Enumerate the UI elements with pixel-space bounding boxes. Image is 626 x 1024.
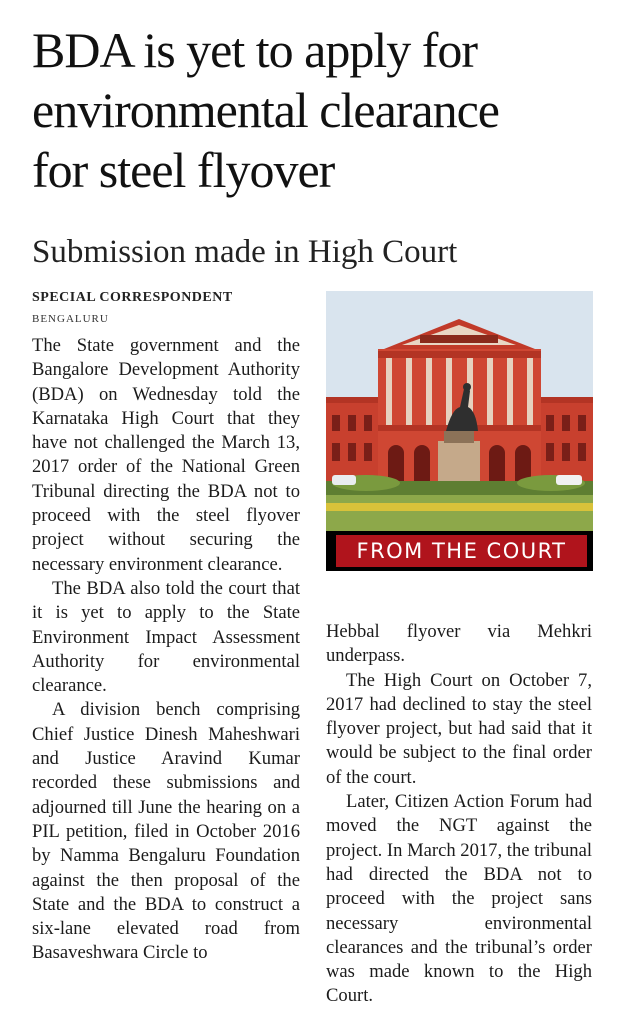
article-column-right <box>326 620 592 1009</box>
dateline: BENGALURU <box>32 313 109 325</box>
article-column-left <box>32 334 300 966</box>
headline-line: BDA is yet to apply for <box>32 22 478 78</box>
court-photo <box>326 291 593 571</box>
article-paragraph: The BDA also told the court that it is yet to apply to the State Environment Impact Assessment Authority for environmental clearance. <box>32 577 300 697</box>
subheadline: Submission made in High Court <box>32 234 458 270</box>
photo-banner <box>326 531 593 571</box>
photo-banner-label: FROM THE COURT <box>336 535 587 567</box>
article-paragraph: A division bench comprising Chief Justice Dinesh Maheshwari and Justice Aravind Kumar recorded these submissions and adjourned till June the hearing on a PIL petition, filed in October 2016 by Namma Bengaluru Foundation against the then proposal of the State and the BDA to construct a six-lane elevated road from Basaveshwara Circle to <box>32 699 300 964</box>
headline-line: for steel flyover <box>32 142 335 198</box>
article-paragraph: The State government and the Bangalore Development Authority (BDA) on Wednesday told the Karnataka High Court that they have not challenged the March 13, 2017 order of the National Green Tribunal directing the BDA not to proceed with the steel flyover project without securing the necessary environment clearance. <box>32 335 300 575</box>
high-court-building-illustration <box>326 291 593 531</box>
headline-line: environmental clearance <box>32 82 499 138</box>
byline: SPECIAL CORRESPONDENT <box>32 290 233 305</box>
article-paragraph: Later, Citizen Action Forum had moved the NGT against the project. In March 2017, the tribunal had directed the BDA not to proceed with the project sans necessary environmental clearances and the tribunal’s order was made known to the High Court. <box>326 791 592 1007</box>
headline <box>32 20 612 200</box>
article-paragraph: The High Court on October 7, 2017 had declined to stay the steel flyover project, but had said that it would be subject to the final order of the court. <box>326 669 592 788</box>
article-paragraph: Hebbal flyover via Mehkri underpass. <box>326 621 592 667</box>
